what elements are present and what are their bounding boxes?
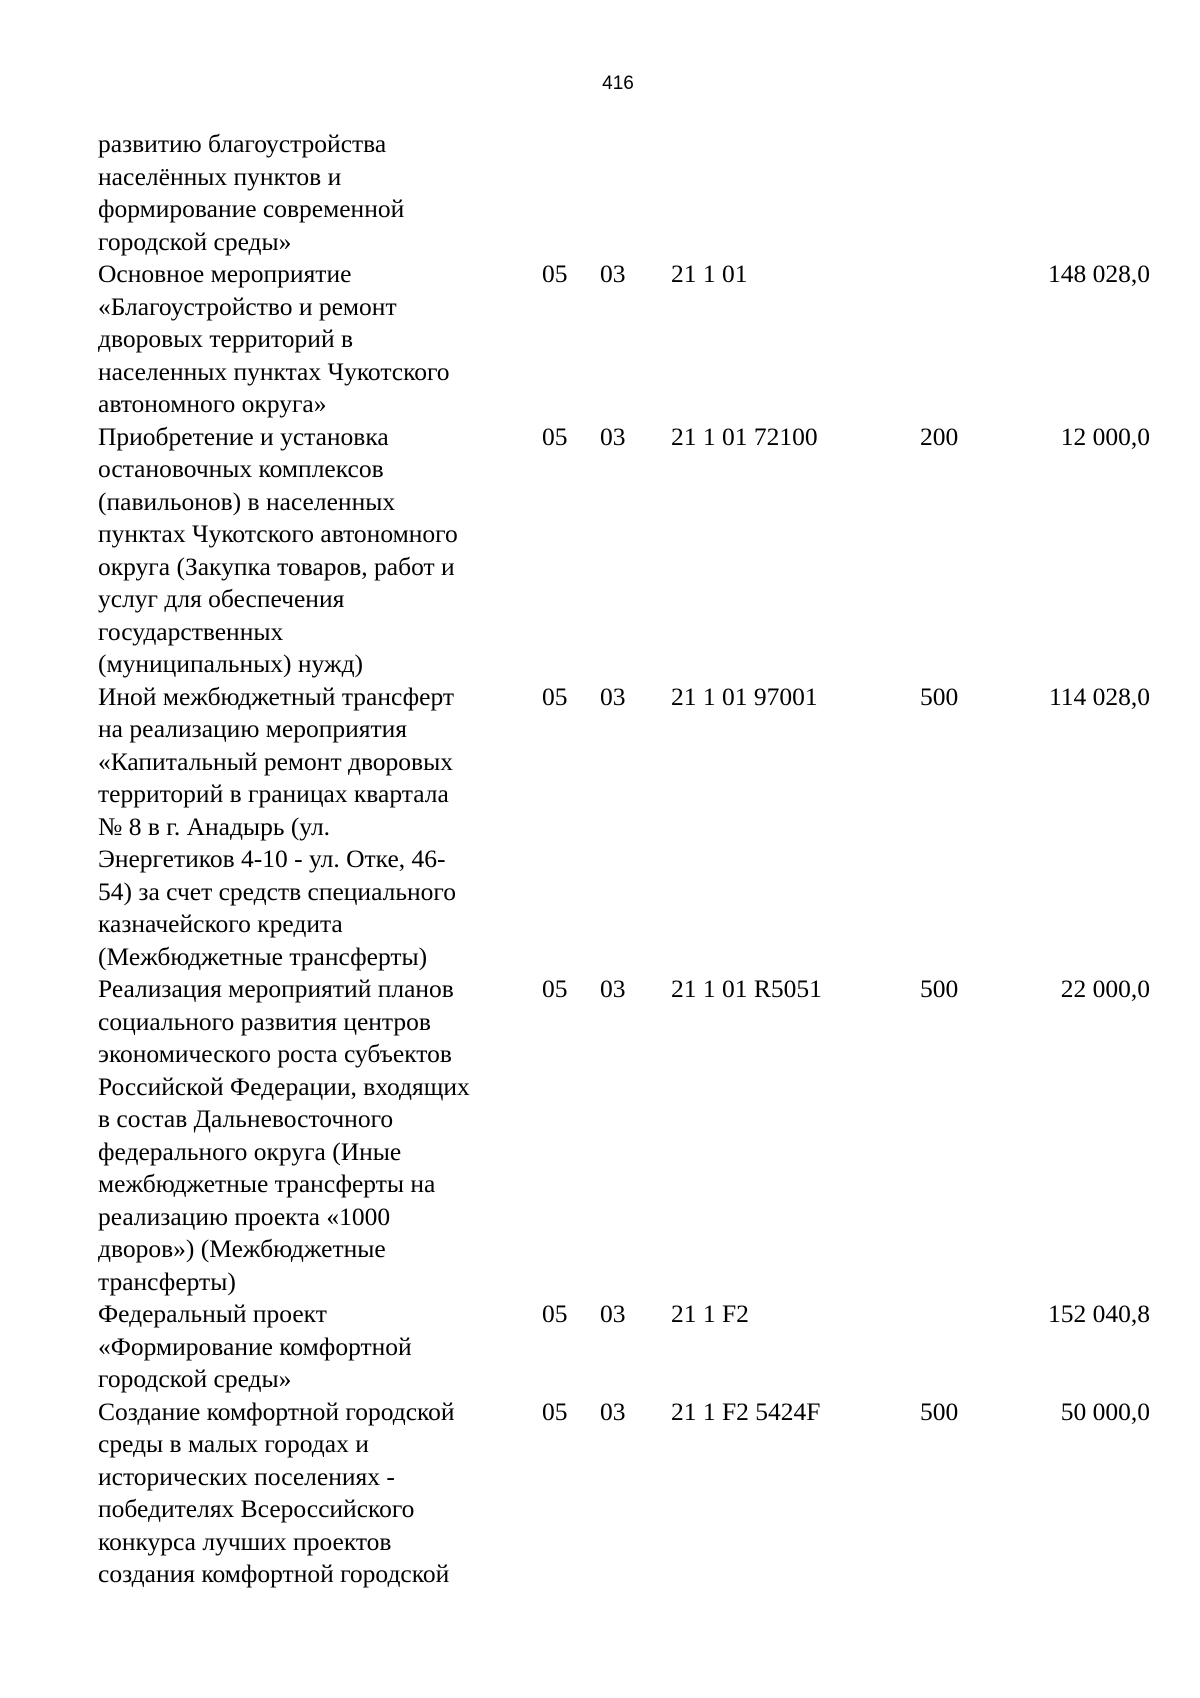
row-expense-type-code: 500 xyxy=(920,1396,959,1426)
row-expense-type-code: 200 xyxy=(920,421,959,451)
row-amount: 152 040,8 xyxy=(1048,1299,1150,1328)
row-section-code: 05 xyxy=(542,974,568,1003)
row-target-article-code: 21 1 F2 xyxy=(671,1299,749,1328)
row-target-article-code: 21 1 01 R5051 xyxy=(671,974,822,1003)
budget-table xyxy=(98,128,1150,1591)
row-subsection-code: 03 xyxy=(600,1299,626,1328)
row-section-code: 05 xyxy=(542,1396,568,1426)
row-expense-type-code: 500 xyxy=(920,681,959,711)
row-amount: 114 028,0 xyxy=(1048,681,1150,711)
page-number: 416 xyxy=(602,73,634,94)
row-amount: 50 000,0 xyxy=(1060,1396,1150,1426)
row-amount: 148 028,0 xyxy=(1048,259,1150,288)
table-row xyxy=(98,1396,1150,1591)
row-description: Реализация мероприятий планов социального развития центров экономического роста субъектов Российской Федерации, входящих в состав Дальневосточного федерального округа (Иные межбюджетные трансферты на реализацию проекта «1000 дворов») (Межбюджетные трансферты) xyxy=(98,974,470,1296)
table-row xyxy=(98,258,1150,421)
table-row xyxy=(98,681,1150,974)
row-section-code: 05 xyxy=(542,681,568,711)
row-section-code: 05 xyxy=(542,421,568,451)
row-description: развитию благоустройства населённых пунктов и формирование современной городской среды» xyxy=(98,129,405,256)
row-amount: 22 000,0 xyxy=(1060,974,1150,1003)
row-description: Приобретение и установка остановочных комплексов (павильонов) в населенных пунктах Чукотского автономного округа (Закупка товаров, работ и услуг для обеспечения государственных (муниципальных) нужд) xyxy=(98,421,458,678)
row-target-article-code: 21 1 01 72100 xyxy=(671,421,818,451)
row-section-code: 05 xyxy=(542,1299,568,1328)
table-row xyxy=(98,421,1150,681)
row-subsection-code: 03 xyxy=(600,1396,626,1426)
table-row xyxy=(98,1298,1150,1396)
row-target-article-code: 21 1 F2 5424F xyxy=(671,1396,821,1426)
row-expense-type-code: 500 xyxy=(920,974,959,1003)
row-description: Федеральный проект «Формирование комфортной городской среды» xyxy=(98,1299,412,1393)
row-subsection-code: 03 xyxy=(600,421,626,451)
row-description: Основное мероприятие «Благоустройство и ремонт дворовых территорий в населенных пунктах Чукотского автономного округа» xyxy=(98,259,450,418)
row-target-article-code: 21 1 01 97001 xyxy=(671,681,818,711)
table-row xyxy=(98,973,1150,1298)
row-section-code: 05 xyxy=(542,259,568,288)
row-subsection-code: 03 xyxy=(600,259,626,288)
table-row xyxy=(98,128,1150,258)
row-description: Иной межбюджетный трансферт на реализацию мероприятия «Капитальный ремонт дворовых территорий в границах квартала № 8 в г. Анадырь (ул. Энергетиков 4-10 - ул. Отке, 46- 54) за счет средств специального казначейского кредита (Межбюджетные трансферты) xyxy=(98,681,456,971)
row-subsection-code: 03 xyxy=(600,974,626,1003)
row-amount: 12 000,0 xyxy=(1060,421,1150,451)
row-description: Создание комфортной городской среды в малых городах и исторических поселениях - победителях Всероссийского конкурса лучших проектов создания комфортной городской xyxy=(98,1396,455,1588)
row-subsection-code: 03 xyxy=(600,681,626,711)
row-target-article-code: 21 1 01 xyxy=(671,259,748,288)
